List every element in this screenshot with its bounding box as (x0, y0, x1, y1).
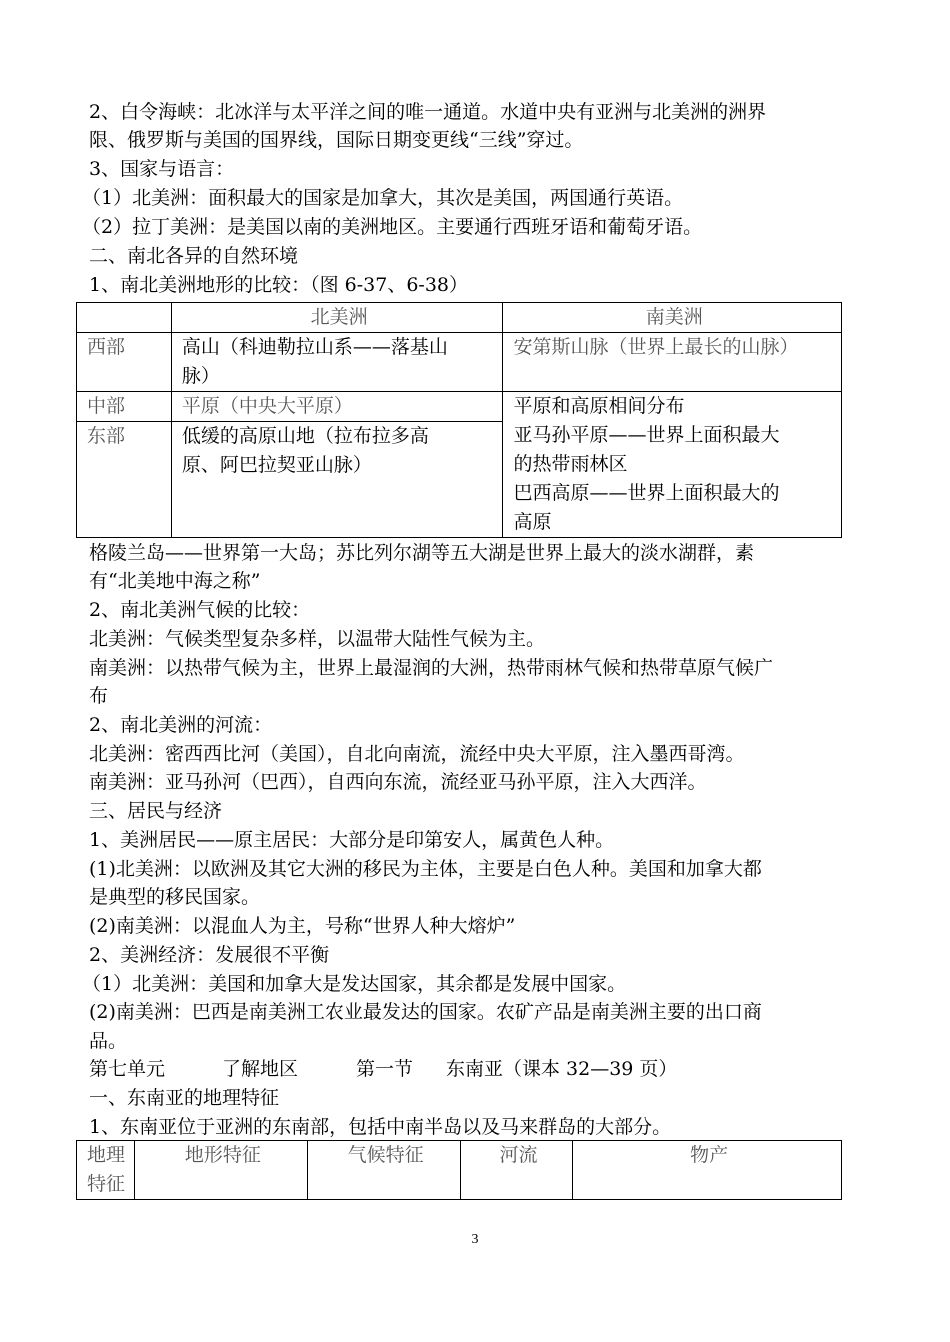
cell-line: 脉） (181, 365, 220, 387)
section-heading: 一、东南亚的地理特征 (89, 1087, 280, 1109)
row-label-west: 西部 (77, 333, 172, 392)
table-cell-merged (503, 392, 842, 538)
table-header-row (77, 1141, 842, 1200)
unit-topic: 了解地区 (222, 1058, 299, 1080)
text-line: （1）北美洲：美国和加拿大是发达国家，其余都是发展中国家。 (82, 973, 627, 995)
table-header-cell (77, 303, 172, 333)
terrain-comparison-table (76, 302, 842, 538)
text-line: 南美洲：以热带气候为主，世界上最湿润的大洲，热带雨林气候和热带草原气候广 (89, 657, 774, 679)
cell-line: 巴西高原——世界上面积最大的 (513, 482, 780, 504)
text-line: 北美洲：气候类型复杂多样，以温带大陆性气候为主。 (89, 628, 546, 650)
cell-line: 的热带雨林区 (513, 453, 628, 475)
cell-line: 高原 (513, 511, 552, 533)
text-line: 布 (89, 685, 109, 707)
table-header-cell: 北美洲 (171, 303, 503, 333)
text-line: 品。 (89, 1030, 128, 1052)
section-title: 东南亚（课本 32—39 页） (446, 1058, 678, 1080)
text-line: 是典型的移民国家。 (89, 886, 261, 908)
text-line: 3、国家与语言： (89, 158, 235, 180)
row-label-east: 东部 (77, 422, 172, 538)
table-cell: 安第斯山脉（世界上最长的山脉） (503, 333, 842, 392)
unit-label: 第七单元 (89, 1058, 166, 1080)
text-line: 限、俄罗斯与美国的国界线，国际日期变更线“三线”穿过。 (89, 129, 584, 151)
text-line: 2、南北美洲气候的比较： (89, 599, 311, 621)
cell-line: 地理 (87, 1144, 126, 1166)
section-label: 第一节 (356, 1058, 414, 1080)
text-line: 南美洲：亚马孙河（巴西），自西向东流，流经亚马孙平原，注入大西洋。 (89, 771, 707, 793)
row-label (77, 1141, 135, 1200)
table-cell: 平原（中央大平原） (171, 392, 503, 422)
text-line: 2、美洲经济：发展很不平衡 (89, 944, 330, 966)
text-line: 有“北美地中海之称” (89, 570, 261, 592)
table-header-row (77, 303, 842, 333)
text-line: (1)北美洲：以欧洲及其它大洲的移民为主体，主要是白色人种。美国和加拿大都 (89, 858, 762, 880)
text-line: 北美洲：密西西比河（美国），自北向南流，流经中央大平原，注入墨西哥湾。 (89, 743, 745, 765)
cell-line: 亚马孙平原——世界上面积最大 (513, 424, 780, 446)
text-line: （1）北美洲：面积最大的国家是加拿大，其次是美国，两国通行英语。 (82, 187, 684, 209)
table-cell (171, 422, 503, 538)
table-header-cell: 物产 (573, 1141, 842, 1200)
text-line: 1、东南亚位于亚洲的东南部，包括中南半岛以及马来群岛的大部分。 (89, 1116, 672, 1138)
cell-line: 特征 (87, 1173, 126, 1195)
text-line: (2)南美洲：以混血人为主，号称“世界人种大熔炉” (89, 915, 516, 937)
text-line: 2、白令海峡：北冰洋与太平洋之间的唯一通道。水道中央有亚洲与北美洲的洲界 (89, 101, 767, 123)
table-row (77, 392, 842, 422)
cell-line: 平原和高原相间分布 (513, 395, 685, 417)
row-label-middle: 中部 (77, 392, 172, 422)
text-line: (2)南美洲：巴西是南美洲工农业最发达的国家。农矿产品是南美洲主要的出口商 (89, 1001, 762, 1023)
section-heading: 三、居民与经济 (89, 800, 223, 822)
table-header-cell: 南美洲 (503, 303, 842, 333)
text-line: 1、美洲居民——原主居民：大部分是印第安人，属黄色人种。 (89, 829, 615, 851)
table-header-cell: 气候特征 (307, 1141, 460, 1200)
table-header-cell: 河流 (460, 1141, 573, 1200)
cell-line: 低缓的高原山地（拉布拉多高 (181, 425, 429, 448)
text-line: 2、南北美洲的河流： (89, 714, 273, 736)
table-row (77, 333, 842, 392)
table-cell (171, 333, 503, 392)
text-line: 格陵兰岛——世界第一大岛；苏比列尔湖等五大湖是世界上最大的淡水湖群，素 (89, 542, 755, 564)
cell-line: 原、阿巴拉契亚山脉） (181, 454, 372, 477)
page-number: 3 (471, 1232, 479, 1247)
section-heading: 二、南北各异的自然环境 (89, 245, 299, 267)
table-header-cell: 地形特征 (134, 1141, 307, 1200)
cell-line: 高山（科迪勒拉山系——落基山 (181, 336, 448, 358)
text-line: 1、南北美洲地形的比较：（图 6-37、6-38） (89, 274, 468, 296)
southeast-asia-table (76, 1140, 842, 1200)
text-line: （2）拉丁美洲：是美国以南的美洲地区。主要通行西班牙语和葡萄牙语。 (82, 216, 703, 238)
